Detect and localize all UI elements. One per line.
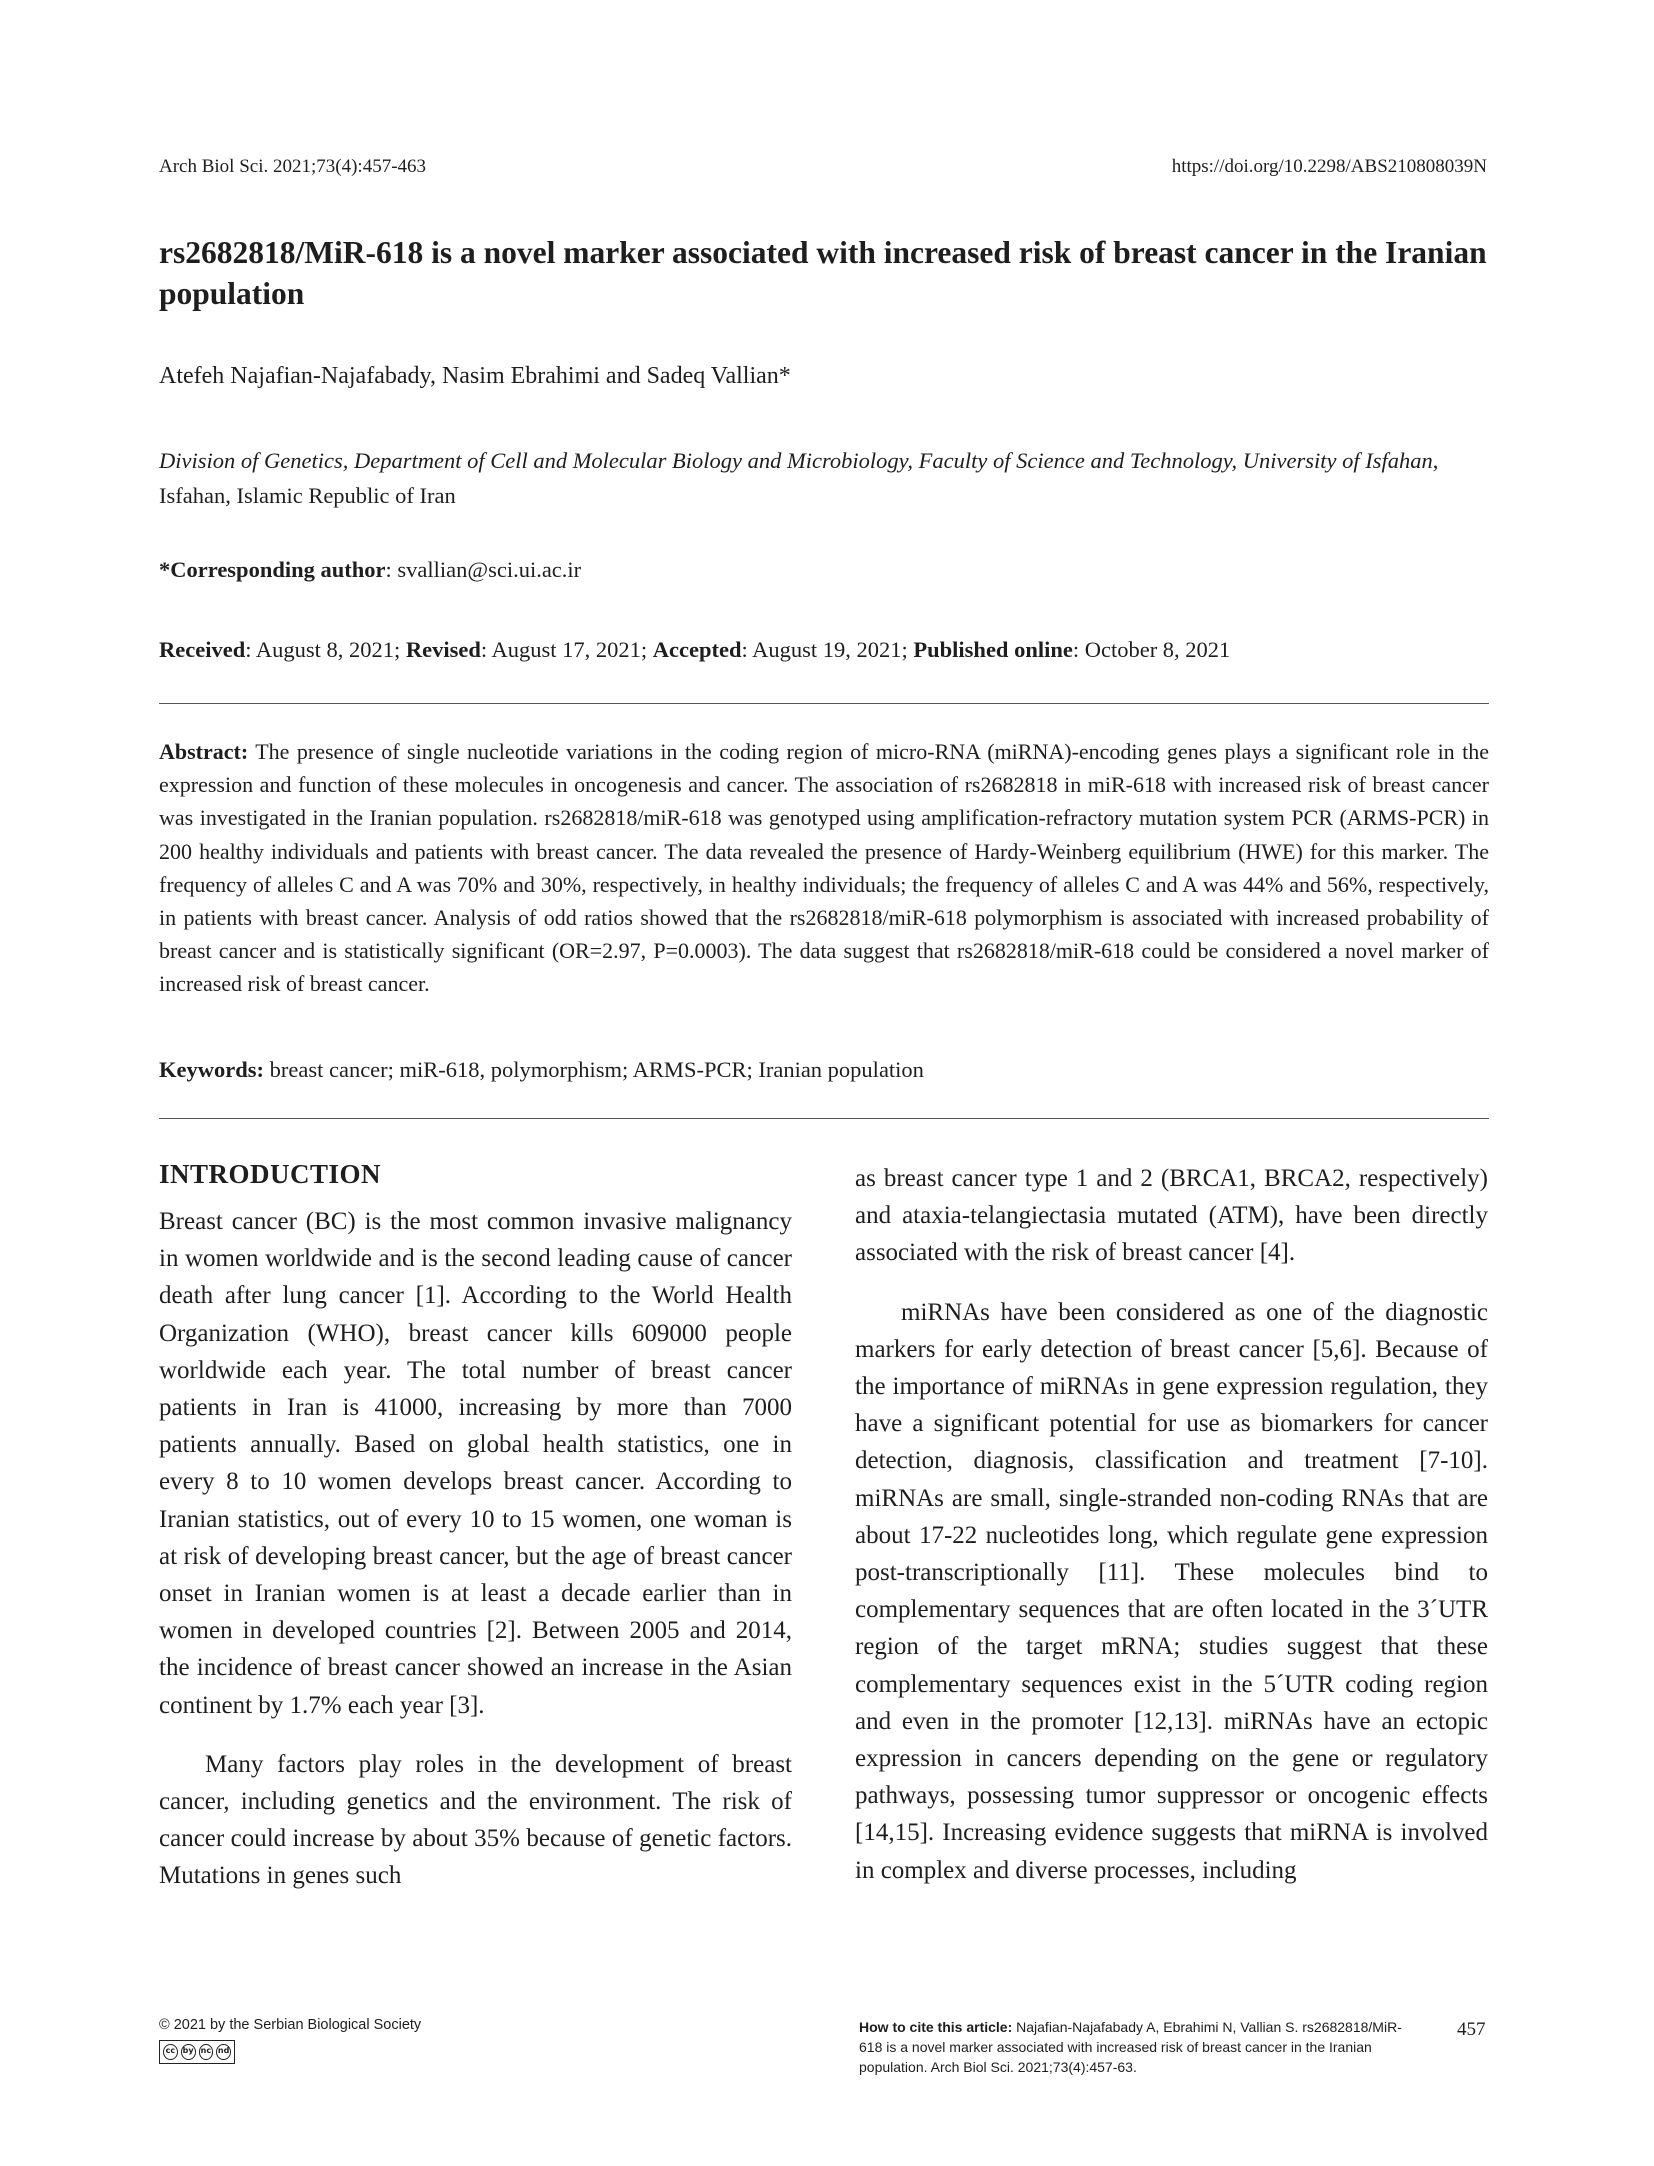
nc-icon: nc: [199, 2044, 214, 2060]
abstract-label: Abstract:: [159, 739, 249, 764]
divider-bottom: [159, 1118, 1489, 1119]
accepted-label: Accepted: [652, 637, 742, 662]
body-column-left: [159, 1157, 792, 1895]
keywords-text: breast cancer; miR-618, polymorphism; ARMS-PCR; Iranian population: [264, 1057, 924, 1082]
publication-dates: [159, 637, 1230, 663]
paragraph: miRNAs have been considered as one of the diagnostic markers for early detection of breast cancer [5,6]. Because of the importance of miRNAs in gene expression regulation, they have a significant potential for use as biomarkers for cancer detection, diagnosis, classification and treatment [7-10]. miRNAs are small, single-stranded non-coding RNAs that are about 17-22 nucleotides long, which regulate gene expression post-transcriptionally [11]. These molecules bind to complementary sequences that are often located in the 3´UTR region of the target mRNA; studies suggest that these complementary sequences exist in the 5´UTR coding region and even in the promoter [12,13]. miRNAs have an ectopic expression in cancers depending on the gene or regulatory pathways, possessing tumor suppressor or oncogenic effects [14,15]. Increasing evidence suggests that miRNA is involved in complex and diverse processes, including: [855, 1298, 1488, 1884]
journal-reference: Arch Biol Sci. 2021;73(4):457-463: [159, 156, 427, 177]
paragraph: Many factors play roles in the development of breast cancer, including genetics and the environment. The risk of cancer could increase by about 35% because of genetic factors. Mutations in genes such: [159, 1750, 792, 1890]
body-column-right: [855, 1160, 1488, 1889]
page-number: 457: [1457, 2019, 1486, 2040]
received-label: Received: [159, 637, 246, 662]
published-date: : October 8, 2021: [1072, 637, 1231, 662]
doi-link[interactable]: https://doi.org/10.2298/ABS210808039N: [1171, 156, 1487, 177]
affiliation: [159, 443, 1499, 513]
cite-label: How to cite this article:: [859, 2019, 1013, 2035]
creative-commons-license-icon[interactable]: [159, 2040, 235, 2064]
divider-top: [159, 703, 1489, 704]
article-title: rs2682818/MiR-618 is a novel marker associated with increased risk of breast cancer in the Iranian population: [159, 235, 1487, 311]
received-date: : August 8, 2021;: [245, 637, 406, 662]
citation: [859, 2017, 1419, 2077]
published-label: Published online: [913, 637, 1073, 662]
paragraph: Breast cancer (BC) is the most common invasive malignancy in women worldwide and is the second leading cause of cancer death after lung cancer [1]. According to the World Health Organization (WHO), breast cancer kills 609000 people worldwide each year. The total number of breast cancer patients in Iran is 41000, increasing by more than 7000 patients annually. Based on global health statistics, one in every 8 to 10 women develops breast cancer. According to Iranian statistics, out of every 10 to 15 women, one woman is at risk of developing breast cancer, but the age of breast cancer onset in Iranian women is at least a decade earlier than in women in developed countries [2]. Between 2005 and 2014, the incidence of breast cancer showed an increase in the Asian continent by 1.7% each year [3].: [159, 1208, 792, 1719]
nd-icon: nd: [216, 2044, 231, 2060]
abstract: [159, 735, 1489, 1001]
abstract-text: The presence of single nucleotide variations in the coding region of micro-RNA (miRNA)-encoding genes plays a significant role in the expression and function of these molecules in oncogenesis and cancer. The association of rs2682818 in miR-618 with increased risk of breast cancer was investigated in the Iranian population. rs2682818/miR-618 was genotyped using amplification-refractory mutation system PCR (ARMS-PCR) in 200 healthy individuals and patients with breast cancer. The data revealed the presence of Hardy-Weinberg equilibrium (HWE) for this marker. The frequency of alleles C and A was 70% and 30%, respectively, in healthy individuals; the frequency of alleles C and A was 44% and 56%, respectively, in patients with breast cancer. Analysis of odd ratios showed that the rs2682818/miR-618 polymorphism is associated with increased probability of breast cancer and is statistically significant (OR=2.97, P=0.0003). The data suggest that rs2682818/miR-618 could be considered a novel marker of increased risk of breast cancer.: [159, 739, 1489, 997]
author-list: Atefeh Najafian-Najafabady, Nasim Ebrahimi and Sadeq Vallian*: [159, 363, 791, 389]
cc-icon: cc: [163, 2044, 178, 2060]
paragraph: as breast cancer type 1 and 2 (BRCA1, BRCA2, respectively) and ataxia-telangiectasia mutated (ATM), have been directly associated with the risk of breast cancer [4].: [855, 1165, 1488, 1267]
corresponding-email[interactable]: : svallian@sci.ui.ac.ir: [385, 557, 582, 582]
keywords: [159, 1057, 1489, 1083]
affiliation-location: , Isfahan, Islamic Republic of Iran: [159, 448, 1439, 508]
accepted-date: : August 19, 2021;: [741, 637, 914, 662]
revised-label: Revised: [405, 637, 481, 662]
affiliation-italic: Division of Genetics, Department of Cell and Molecular Biology and Microbiology, Faculty of Science and Technology, University of Isfahan: [159, 448, 1433, 473]
keywords-label: Keywords:: [159, 1057, 264, 1082]
by-icon: by: [181, 2044, 196, 2060]
corresponding-author: [159, 557, 581, 583]
cite-text: Najafian-Najafabady A, Ebrahimi N, Vallian S. rs2682818/MiR-618 is a novel marker associated with increased risk of breast cancer in the Iranian population. Arch Biol Sci. 2021;73(4):457-63.: [859, 2019, 1402, 2075]
corresponding-author-label: *Corresponding author: [159, 557, 386, 582]
revised-date: : August 17, 2021;: [480, 637, 653, 662]
section-heading: INTRODUCTION: [159, 1159, 382, 1189]
copyright-notice: © 2021 by the Serbian Biological Society: [159, 2017, 422, 2033]
